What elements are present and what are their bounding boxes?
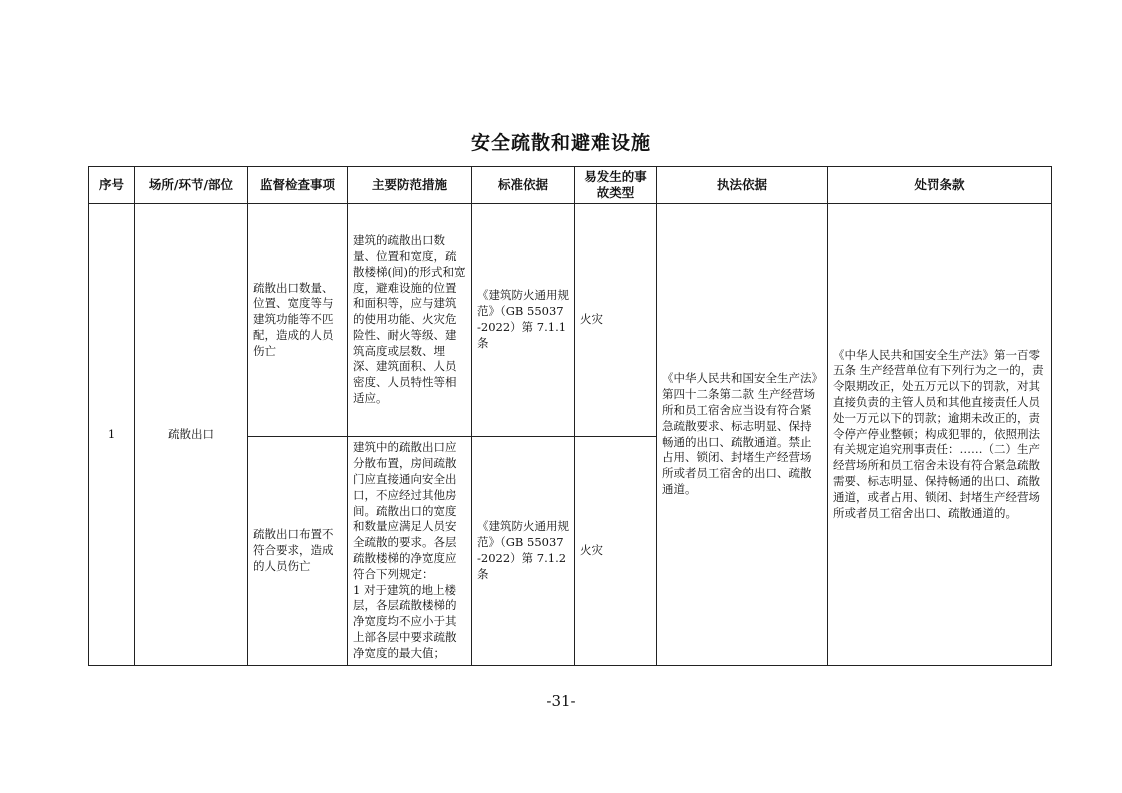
- inspection-item-cell: 疏散出口布置不符合要求，造成的人员伤亡: [248, 437, 348, 666]
- measures-cell: 建筑的疏散出口数量、位置和宽度，疏散楼梯(间)的形式和宽度，避难设施的位置和面积等，应与建筑的使用功能、火灾危险性、耐火等级、建筑高度或层数、埋深、建筑面积、人员密度、人员特性等相适应。: [348, 204, 472, 437]
- header-measures: 主要防范措施: [348, 167, 472, 204]
- page-number: -31-: [546, 692, 576, 710]
- table-row: [89, 204, 1052, 437]
- header-penalty: 处罚条款: [828, 167, 1052, 204]
- measures-cell: 建筑中的疏散出口应分散布置，房间疏散门应直接通向安全出口，不应经过其他房间。疏散出口的宽度和数量应满足人员安全疏散的要求。各层疏散楼梯的净宽度应符合下列规定： 1 对于建筑的地上楼层，各层疏散楼梯的净宽度均不应小于其上部各层中要求疏散净宽度的最大值；: [348, 437, 472, 666]
- penalty-cell: 《中华人民共和国安全生产法》第一百零五条 生产经营单位有下列行为之一的，责令限期改正，处五万元以下的罚款，对其直接负责的主管人员和其他直接责任人员处一万元以下的罚款；逾期未改正的，责令停产停业整顿；构成犯罪的，依照刑法有关规定追究刑事责任：……（二）生产经营场所和员工宿舍未设有符合紧急疏散需要、标志明显、保持畅通的出口、疏散通道，或者占用、锁闭、封堵生产经营场所或者员工宿舍出口、疏散通道的。: [828, 204, 1052, 666]
- inspection-item-cell: 疏散出口数量、位置、宽度等与建筑功能等不匹配，造成的人员伤亡: [248, 204, 348, 437]
- header-standard: 标准依据: [472, 167, 575, 204]
- standard-cell: 《建筑防火通用规范》（GB 55037 -2022）第 7.1.1 条: [472, 204, 575, 437]
- accident-type-cell: 火灾: [575, 437, 657, 666]
- law-basis-cell: 《中华人民共和国安全生产法》第四十二条第二款 生产经营场所和员工宿舍应当设有符合紧急疏散要求、标志明显、保持畅通的出口、疏散通道。禁止占用、锁闭、封堵生产经营场所或者员工宿舍的出口、疏散通道。: [657, 204, 828, 666]
- header-seq: 序号: [89, 167, 135, 204]
- row-location-cell: 疏散出口: [135, 204, 248, 666]
- safety-evacuation-table: [88, 166, 1052, 666]
- header-inspection: 监督检查事项: [248, 167, 348, 204]
- header-law-basis: 执法依据: [657, 167, 828, 204]
- table-header-row: [89, 167, 1052, 204]
- standard-cell: 《建筑防火通用规范》（GB 55037 -2022）第 7.1.2 条: [472, 437, 575, 666]
- accident-type-cell: 火灾: [575, 204, 657, 437]
- row-seq-cell: 1: [89, 204, 135, 666]
- header-accident-type: 易发生的事 故类型: [575, 167, 657, 204]
- header-location: 场所/环节/部位: [135, 167, 248, 204]
- document-title: 安全疏散和避难设施: [470, 132, 651, 154]
